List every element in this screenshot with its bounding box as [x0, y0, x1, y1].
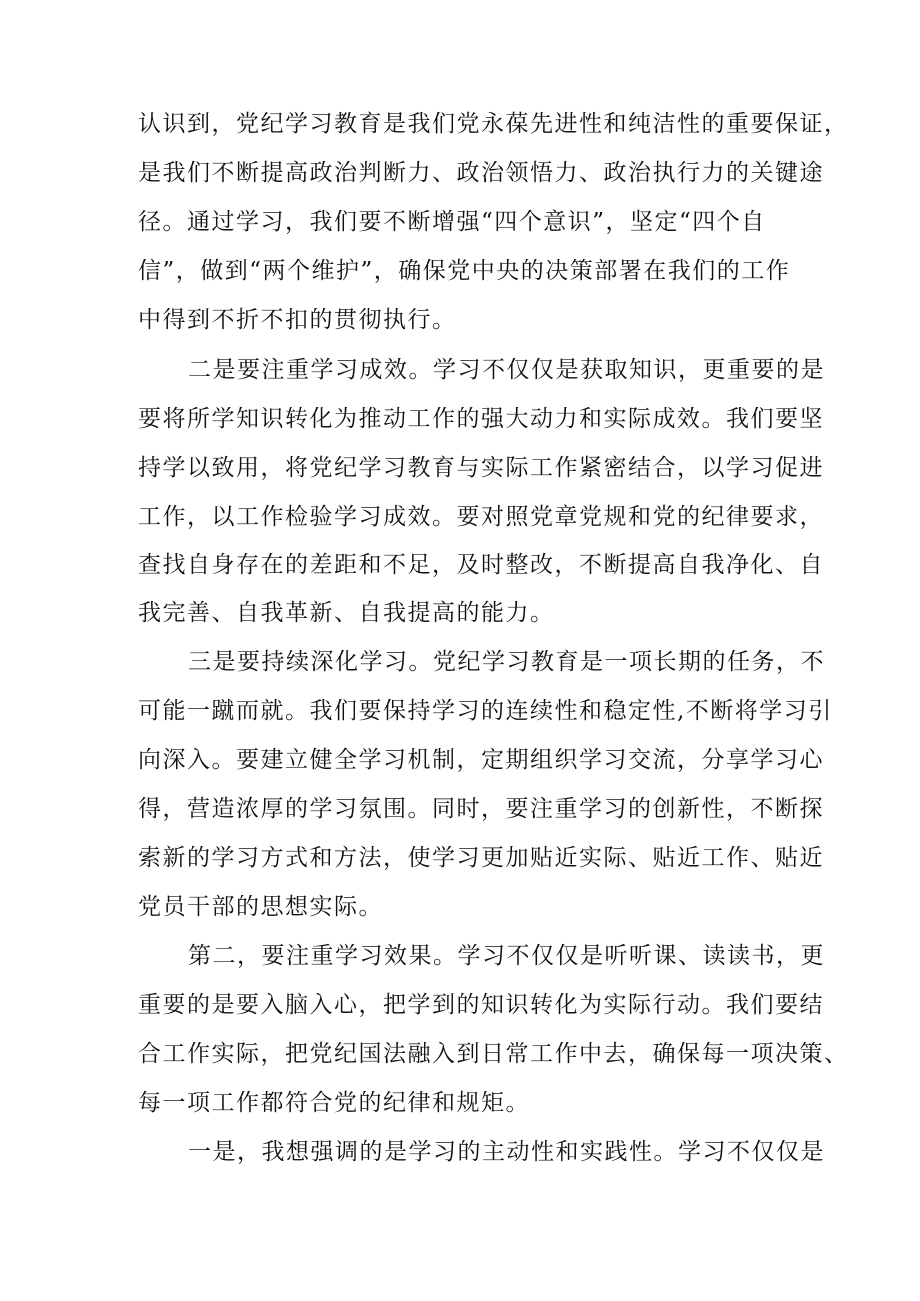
paragraph-first-line: 第二，要注重学习效果。学习不仅仅是听听课、读读书，更 [188, 943, 825, 969]
text-line: 党员干部的思想实际。 [138, 894, 383, 920]
text-line: 中得到不折不扣的贯彻执行。 [138, 307, 457, 333]
text-line: 持学以致用，将党纪学习教育与实际工作紧密结合，以学习促进 [138, 455, 824, 481]
text-line: 工作，以工作检验学习成效。要对照党章党规和党的纪律要求， [138, 504, 824, 530]
paragraph-first-line: 三是要持续深化学习。党纪学习教育是一项长期的任务，不 [188, 649, 825, 675]
text-line: 是我们不断提高政治判断力、政治领悟力、政治执行力的关键途 [138, 160, 824, 186]
text-line: 每一项工作都符合党的纪律和规矩。 [138, 1090, 530, 1116]
text-line: 得，营造浓厚的学习氛围。同时，要注重学习的创新性，不断探 [138, 796, 824, 822]
text-line: 向深入。要建立健全学习机制，定期组织学习交流，分享学习心 [138, 747, 824, 773]
text-line: 我完善、自我革新、自我提高的能力。 [138, 600, 555, 626]
text-line: 径。通过学习，我们要不断增强“四个意识”，坚定“四个自 [138, 209, 766, 235]
text-line: 索新的学习方式和方法，使学习更加贴近实际、贴近工作、贴近 [138, 845, 824, 871]
paragraph-first-line: 二是要注重学习成效。学习不仅仅是获取知识，更重要的是 [188, 357, 825, 383]
text-line: 要将所学知识转化为推动工作的强大动力和实际成效。我们要坚 [138, 406, 824, 432]
text-line: 查找自身存在的差距和不足，及时整改，不断提高自我净化、自 [138, 552, 824, 578]
text-line: 合工作实际，把党纪国法融入到日常工作中去，确保每一项决策、 [138, 1041, 849, 1067]
text-line: 可能一蹴而就。我们要保持学习的连续性和稳定性,不断将学习引 [138, 698, 833, 724]
text-line: 信”，做到“两个维护”，确保党中央的决策部署在我们的工作 [138, 258, 791, 284]
paragraph-first-line: 一是，我想强调的是学习的主动性和实践性。学习不仅仅是 [188, 1139, 825, 1165]
text-line: 重要的是要入脑入心，把学到的知识转化为实际行动。我们要结 [138, 992, 824, 1018]
text-line: 认识到，党纪学习教育是我们党永葆先进性和纯洁性的重要保证， [138, 111, 849, 137]
